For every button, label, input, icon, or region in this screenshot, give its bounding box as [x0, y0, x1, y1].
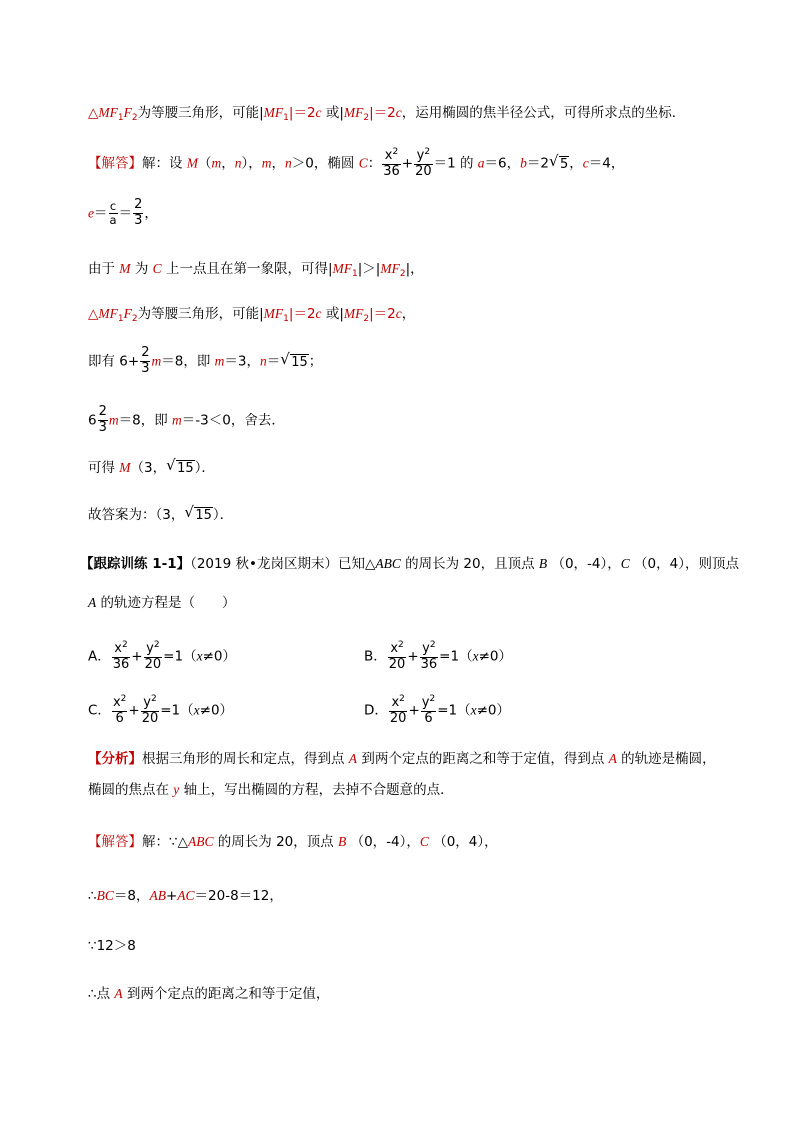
- case-two-line: 6 $\frac{2}{3}$ m＝8，即 m＝-3＜0，舍去．: [88, 404, 285, 435]
- eccentricity-line: e＝ $\frac{c}{a}$ ＝ $\frac{2}{3}$ ，: [88, 197, 158, 228]
- sqrt-15: √ 15: [184, 507, 213, 523]
- answer-label: 【解答】: [88, 155, 142, 172]
- option-c[interactable]: C． $\frac{x^2}{6}$ + $\frac{y^2}{20}$ =1（x≠0）: [88, 694, 234, 726]
- analysis-line-1: 【分析】根据三角形的周长和定点，得到点 A 到两个定点的距离之和等于定值，得到点 A 的轨迹是椭圆，: [88, 751, 716, 767]
- solution2-line-4: ∴点 A 到两个定点的距离之和等于定值，: [88, 986, 330, 1002]
- case-one-line: 即有 6+ $\frac{2}{3}$ m＝8，即 m＝3，n＝√ 15；: [88, 346, 322, 377]
- sqrt-5: √ 5: [549, 156, 569, 172]
- analysis-continuation: $\triangle MF_1F_2$为等腰三角形，可能$|MF_1|=2c$ 或$|MF_2|=2c$，运用椭圆的焦半径公式，可得所求点的坐标．: [88, 105, 686, 123]
- option-a[interactable]: A． $\frac{x^2}{36}$ + $\frac{y^2}{20}$ =1（x≠0）: [88, 640, 236, 672]
- fraction-y2-20: $\frac{y^2}{20}$: [415, 147, 432, 179]
- follow-up-question-cont: A 的轨迹方程是（ ）: [88, 595, 236, 611]
- option-b[interactable]: B． $\frac{x^2}{20}$ + $\frac{y^2}{36}$ =1（x≠0）: [364, 640, 512, 672]
- quadrant-line: 由于 M 为 C 上一点且在第一象限，可得$|MF_1|>|MF_2|$，: [88, 261, 424, 279]
- final-answer-line: 故答案为：（3，√ 15）．: [88, 507, 233, 523]
- fraction-2-3: $\frac{2}{3}$: [134, 197, 143, 228]
- result-line: 可得 M（3，√ 15）．: [88, 460, 215, 476]
- solution-line-setup: 【解答】解：设 M（m，n），m，n＞0，椭圆 C： $\frac{x^2}{36}$ + $\frac{y^2}{20}$ ＝1 的 a＝6，b＝2√ 5，c＝4，: [88, 147, 624, 180]
- solution2-line-1: 【解答】解：∵△ABC 的周长为 20，顶点 B （0，-4），C （0，4），: [88, 834, 498, 850]
- answer-label: 【解答】: [88, 834, 142, 850]
- follow-up-label: 【跟踪训练 1-1】: [80, 556, 191, 572]
- analysis-line-2: 椭圆的焦点在 y 轴上，写出椭圆的方程，去掉不合题意的点．: [88, 782, 454, 798]
- sqrt-15: √ 15: [280, 354, 309, 370]
- fraction-x2-36: $\frac{x^2}{36}$: [383, 147, 400, 179]
- fraction-2-3: $\frac{2}{3}$: [141, 345, 150, 376]
- fraction-2-3: $\frac{2}{3}$: [98, 404, 107, 435]
- isosceles-line: $\triangle MF_1F_2$为等腰三角形，可能$|MF_1|=2c$ 或$|MF_2|=2c$，: [88, 306, 416, 324]
- sqrt-15: √ 15: [166, 460, 195, 476]
- solution2-line-3: ∵12＞8: [88, 938, 136, 954]
- fraction-c-a: $\frac{c}{a}$: [109, 198, 117, 227]
- analysis-label: 【分析】: [88, 751, 142, 767]
- triangle-expression: $\triangle MF_1F_2$: [88, 105, 138, 123]
- option-d[interactable]: D． $\frac{x^2}{20}$ + $\frac{y^2}{6}$ =1（x≠0）: [364, 694, 511, 726]
- solution2-line-2: ∴BC＝8，AB+AC＝20-8＝12，: [88, 888, 283, 904]
- follow-up-question: 【跟踪训练 1-1】（2019 秋•龙岗区期末）已知△ABC 的周长为 20，且顶点 B （0，-4），C （0，4），则顶点: [80, 556, 739, 572]
